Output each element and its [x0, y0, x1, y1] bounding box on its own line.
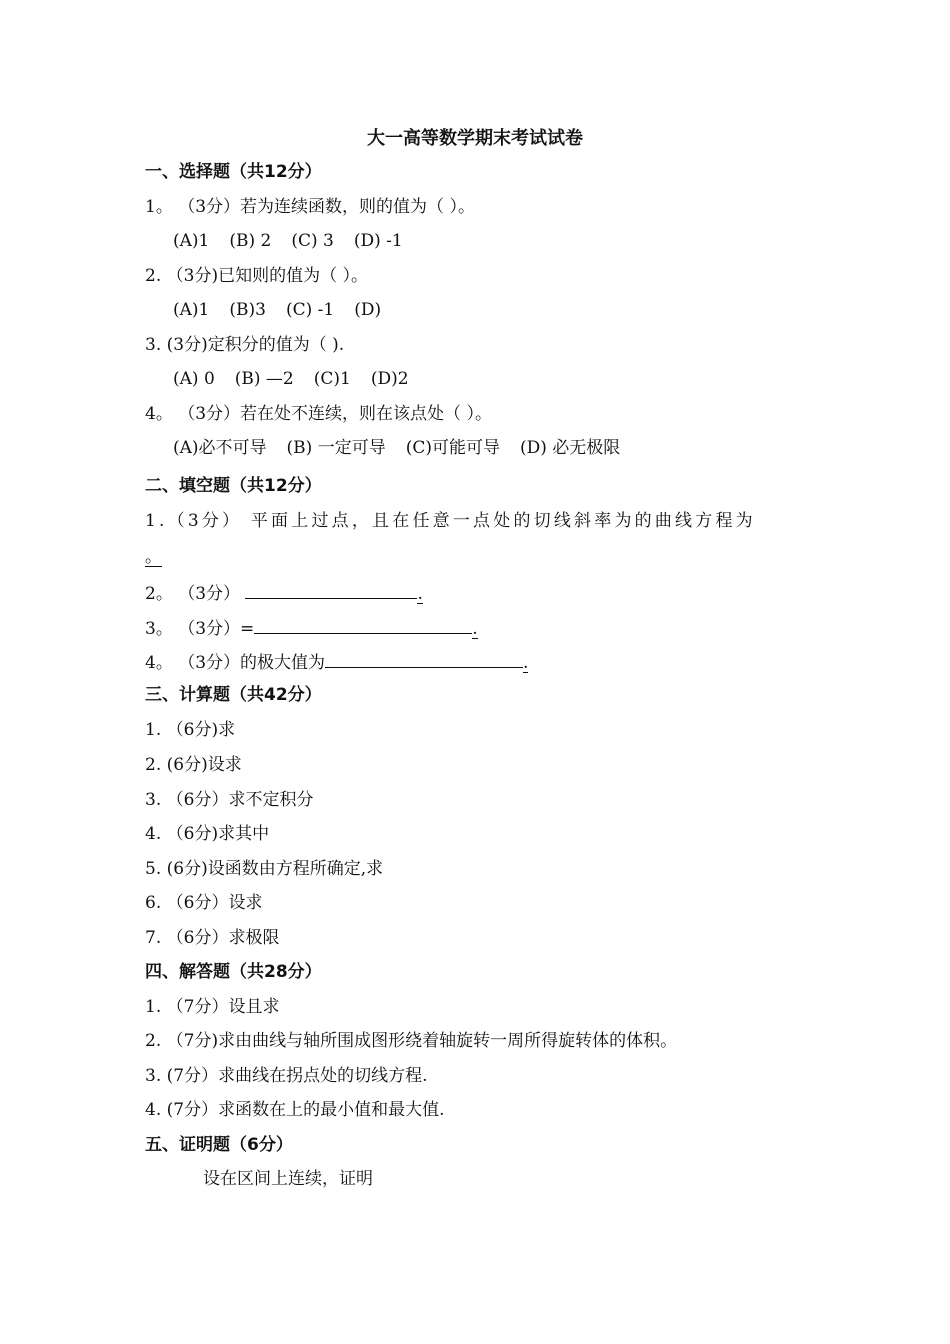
page-title: 大一高等数学期末考试试卷 — [367, 128, 583, 149]
fill-question-3 — [145, 615, 478, 641]
proof-question: 设在区间上连续，证明 — [203, 1169, 373, 1189]
section-heading-choice: 一、选择题（共12分） — [145, 162, 322, 182]
section-heading-calc: 三、计算题（共42分） — [145, 685, 322, 705]
choice-question-3: 3. (3分)定积分的值为（ ). — [145, 335, 345, 355]
section-heading-fill: 二、填空题（共12分） — [145, 476, 322, 496]
question-text: 2。 （3分） — [145, 584, 241, 604]
blank-end: . — [523, 653, 529, 673]
answer-blank — [254, 615, 472, 634]
calc-question-1: 1. （6分)求 — [145, 720, 236, 740]
option: (A)必不可导 — [173, 438, 267, 458]
choice-question-4: 4。 （3分）若在处不连续，则在该点处（ ）。 — [145, 404, 492, 424]
option: (A) 0 — [173, 369, 215, 389]
choice-question-2: 2. （3分)已知则的值为（ ）。 — [145, 266, 368, 286]
calc-question-5: 5. (6分)设函数由方程所确定,求 — [145, 859, 384, 879]
question-text: 3。 （3分）= — [145, 619, 255, 639]
option: (A)1 — [173, 300, 210, 320]
option: (B)3 — [229, 300, 266, 320]
fill-question-4 — [145, 649, 528, 675]
option: (D)2 — [370, 369, 409, 389]
choice-question-1: 1。 （3分）若为连续函数，则的值为（ ）。 — [145, 197, 475, 217]
calc-question-7: 7. （6分）求极限 — [145, 928, 280, 948]
section-heading-answer: 四、解答题（共28分） — [145, 962, 322, 982]
option: (C) 3 — [291, 231, 334, 251]
fill-question-2 — [145, 580, 423, 606]
fill-question-1: 1.（3分） 平面上过点，且在任意一点处的切线斜率为的曲线方程为 — [145, 511, 756, 531]
fill-question-1-end — [145, 545, 162, 569]
option: (C)可能可导 — [405, 438, 500, 458]
section-heading-proof: 五、证明题（6分） — [145, 1135, 293, 1155]
option: (B) —2 — [234, 369, 294, 389]
question-text: 4。 （3分）的极大值为 — [145, 653, 326, 673]
calc-question-6: 6. （6分）设求 — [145, 893, 263, 913]
blank-end: . — [417, 584, 423, 604]
option: (D) 必无极限 — [520, 438, 621, 458]
blank-end: . — [472, 619, 478, 639]
option: (C) -1 — [285, 300, 335, 320]
choice-options-2 — [173, 298, 401, 322]
answer-question-3: 3. (7分）求曲线在拐点处的切线方程. — [145, 1066, 428, 1086]
calc-question-4: 4. （6分)求其中 — [145, 824, 270, 844]
answer-blank — [325, 649, 523, 668]
answer-question-2: 2. （7分)求由曲线与轴所围成图形绕着轴旋转一周所得旋转体的体积。 — [145, 1031, 678, 1051]
answer-blank — [245, 580, 417, 599]
answer-question-4: 4. (7分）求函数在上的最小值和最大值. — [145, 1100, 445, 1120]
option: (B) 一定可导 — [286, 438, 386, 458]
calc-question-2: 2. (6分)设求 — [145, 755, 242, 775]
option: (A)1 — [173, 231, 210, 251]
option: (B) 2 — [229, 231, 272, 251]
calc-question-3: 3. （6分）求不定积分 — [145, 790, 314, 810]
choice-options-3 — [173, 367, 429, 391]
option: (C)1 — [313, 369, 351, 389]
answer-question-1: 1. （7分）设且求 — [145, 997, 280, 1017]
answer-blank: 。 — [145, 547, 162, 567]
choice-options-4 — [173, 436, 640, 460]
choice-options-1 — [173, 229, 423, 253]
option: (D) — [354, 300, 382, 320]
option: (D) -1 — [353, 231, 403, 251]
